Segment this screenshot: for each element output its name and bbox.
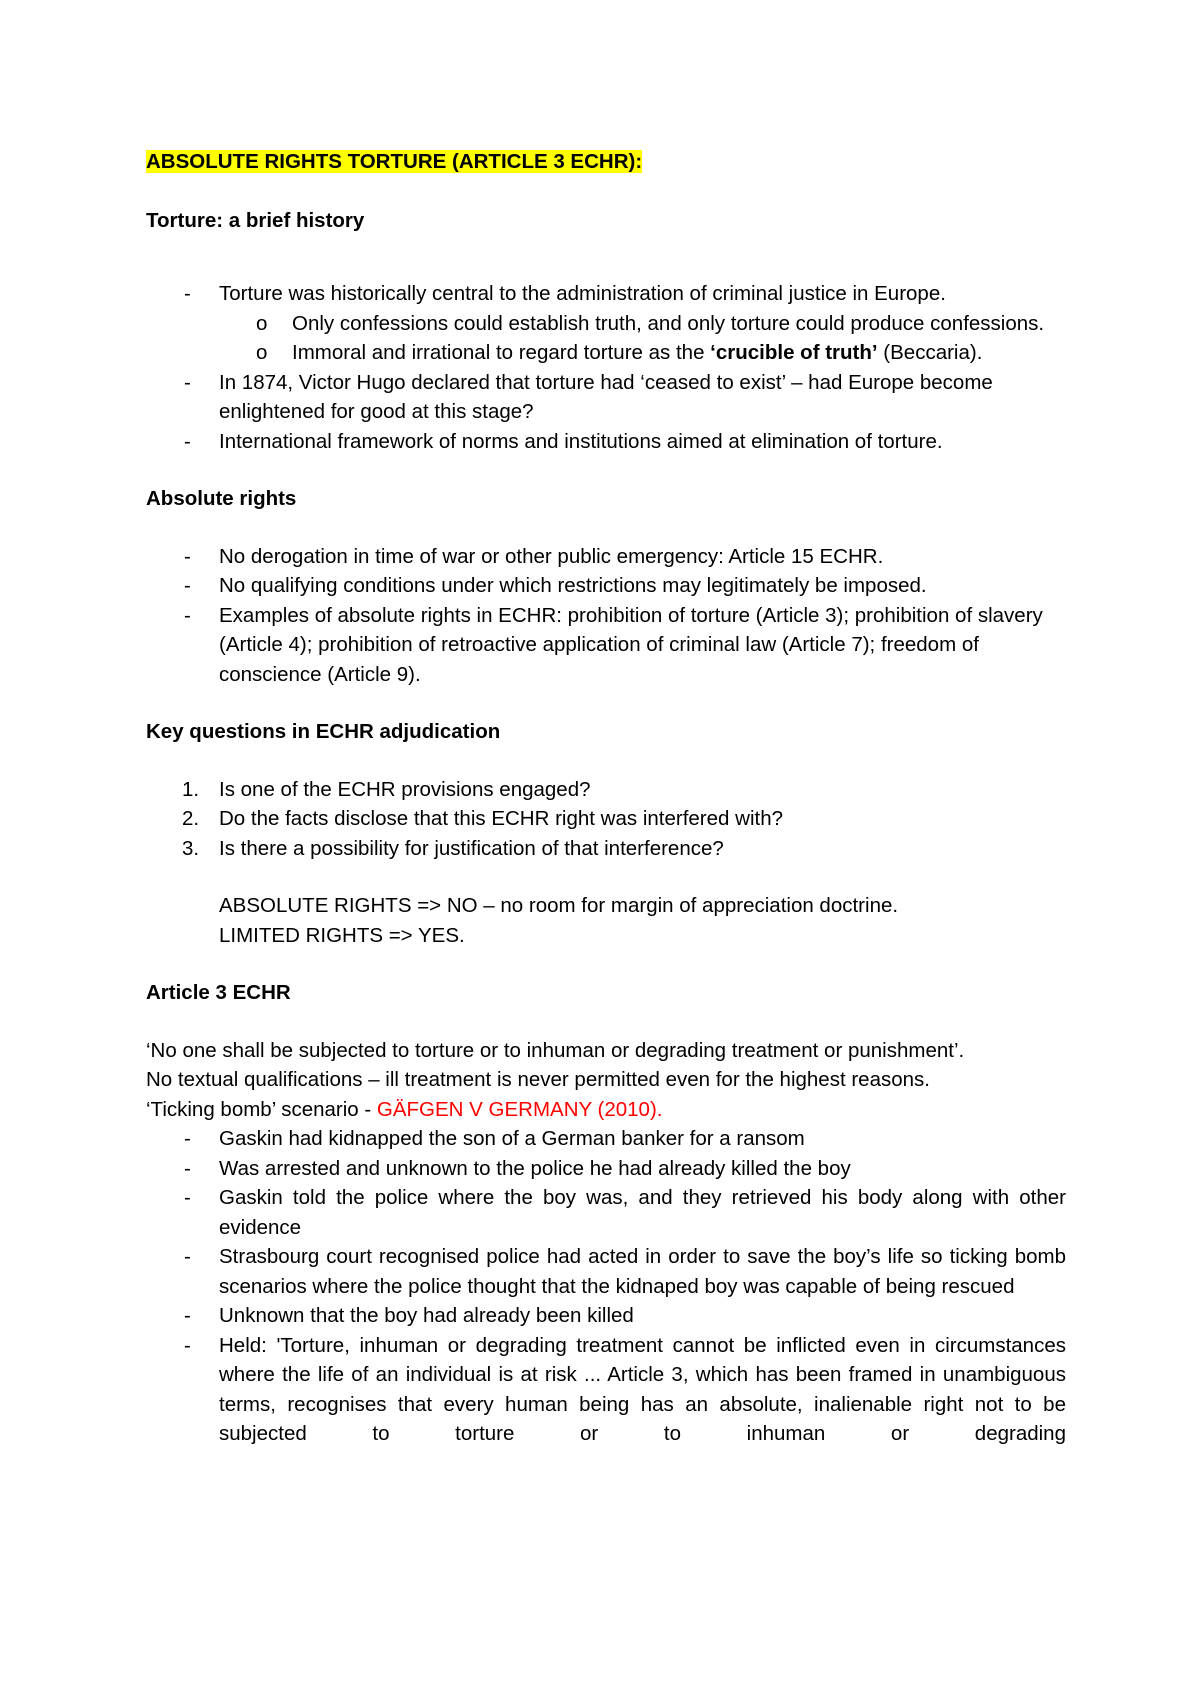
bullet-o-marker: o [256, 341, 268, 364]
document-page [146, 147, 1066, 1449]
textual-qualifications-line: No textual qualifications – ill treatment is never permitted even for the highest reasons. [146, 1068, 930, 1091]
list-item-text: Unknown that the boy had already been killed [219, 1304, 634, 1327]
dash-marker: - [184, 1186, 191, 1209]
list-item [146, 368, 1066, 427]
list-item-text: Gaskin told the police where the boy was, and they retrieved his body along with other evidence [219, 1186, 1066, 1239]
key-questions-list [146, 775, 1066, 864]
list-item-text: No qualifying conditions under which restrictions may legitimately be imposed. [219, 574, 927, 597]
list-item-text: Examples of absolute rights in ECHR: prohibition of torture (Article 3); prohibition of slavery (Article 4); prohibition of retroactive application of criminal law (Article 7); freedom of conscience (Article 9). [219, 603, 1043, 686]
numbered-item-text: Is one of the ECHR provisions engaged? [219, 777, 591, 801]
list-item [146, 279, 1066, 309]
numbered-item-text: Is there a possibility for justification of that interference? [219, 836, 724, 860]
list-item-text: Torture was historically central to the administration of criminal justice in Europe. [219, 282, 946, 305]
dash-marker: - [184, 1156, 191, 1180]
bullet-o-marker: o [256, 311, 268, 335]
list-item-text: In 1874, Victor Hugo declared that torture had ‘ceased to exist’ – had Europe become enlightened for good at this stage? [219, 370, 993, 423]
numbered-item [146, 775, 1066, 805]
numbered-item [146, 834, 1066, 864]
number-marker: 2. [182, 807, 200, 830]
history-list [146, 279, 1066, 456]
sub-list-item [146, 309, 1066, 339]
list-item [146, 1183, 1066, 1242]
sub-item-text-start: Immoral and irrational to regard torture as the [292, 341, 711, 364]
number-marker: 3. [182, 836, 200, 860]
sub-list-item [146, 338, 1066, 368]
limited-rights-note: LIMITED RIGHTS => YES. [219, 923, 465, 947]
number-marker: 1. [182, 777, 200, 801]
dash-marker: - [184, 1333, 191, 1357]
dash-marker: - [184, 544, 191, 568]
ticking-bomb-line [146, 1095, 1066, 1125]
dash-marker: - [184, 1304, 191, 1327]
absolute-rights-list [146, 542, 1066, 690]
list-item [146, 571, 1066, 601]
article-3-quote: ‘No one shall be subjected to torture or to inhuman or degrading treatment or punishment’. [146, 1038, 965, 1062]
absolute-rights-note: ABSOLUTE RIGHTS => NO – no room for margin of appreciation doctrine. [219, 894, 899, 917]
heading-absolute-rights: Absolute rights [146, 487, 297, 510]
gafgen-facts-list [146, 1124, 1066, 1449]
title-highlight: ABSOLUTE RIGHTS TORTURE (ARTICLE 3 ECHR): [146, 150, 643, 173]
list-item [146, 1242, 1066, 1301]
sub-item-text-end: (Beccaria). [877, 341, 983, 364]
list-item-text: No derogation in time of war or other public emergency: Article 15 ECHR. [219, 544, 884, 568]
list-item [146, 427, 1066, 457]
list-item [146, 1124, 1066, 1154]
crucible-of-truth-phrase: ‘crucible of truth’ [710, 341, 878, 364]
list-item-text: Strasbourg court recognised police had acted in order to save the boy’s life so ticking bomb scenarios where the police thought that the kidnaped boy was capable of being rescued [219, 1245, 1066, 1298]
dash-marker: - [184, 1245, 191, 1268]
numbered-item-text: Do the facts disclose that this ECHR right was interfered with? [219, 807, 783, 830]
list-item [146, 1154, 1066, 1184]
numbered-item [146, 804, 1066, 834]
dash-marker: - [184, 574, 191, 597]
dash-marker: - [184, 370, 191, 394]
sub-item-text: Only confessions could establish truth, and only torture could produce confessions. [292, 311, 1045, 335]
list-item-text: Gaskin had kidnapped the son of a German banker for a ransom [219, 1127, 805, 1150]
list-item [146, 1301, 1066, 1331]
heading-torture-history: Torture: a brief history [146, 208, 365, 232]
held-text: Held: 'Torture, inhuman or degrading treatment cannot be inflicted even in circumstances where the life of an individual is at risk ... Article 3, which has been framed in unambiguous terms, recognises that every human being has an absolute, inalienable right not to be subjected to torture or to inhuman or degrading [219, 1333, 1066, 1445]
dash-marker: - [184, 603, 191, 627]
dash-marker: - [184, 429, 191, 453]
list-item [146, 601, 1066, 690]
list-item-held [146, 1331, 1066, 1449]
list-item-text: Was arrested and unknown to the police he had already killed the boy [219, 1156, 851, 1180]
list-item [146, 542, 1066, 572]
ticking-bomb-prefix: ‘Ticking bomb’ scenario - [146, 1097, 377, 1121]
list-item-text: International framework of norms and institutions aimed at elimination of torture. [219, 429, 943, 453]
heading-article-3: Article 3 ECHR [146, 981, 291, 1004]
dash-marker: - [184, 1127, 191, 1150]
heading-key-questions: Key questions in ECHR adjudication [146, 720, 501, 743]
document-title [146, 147, 1066, 177]
dash-marker: - [184, 282, 191, 305]
case-name-gafgen: GÄFGEN V GERMANY (2010). [376, 1097, 663, 1121]
